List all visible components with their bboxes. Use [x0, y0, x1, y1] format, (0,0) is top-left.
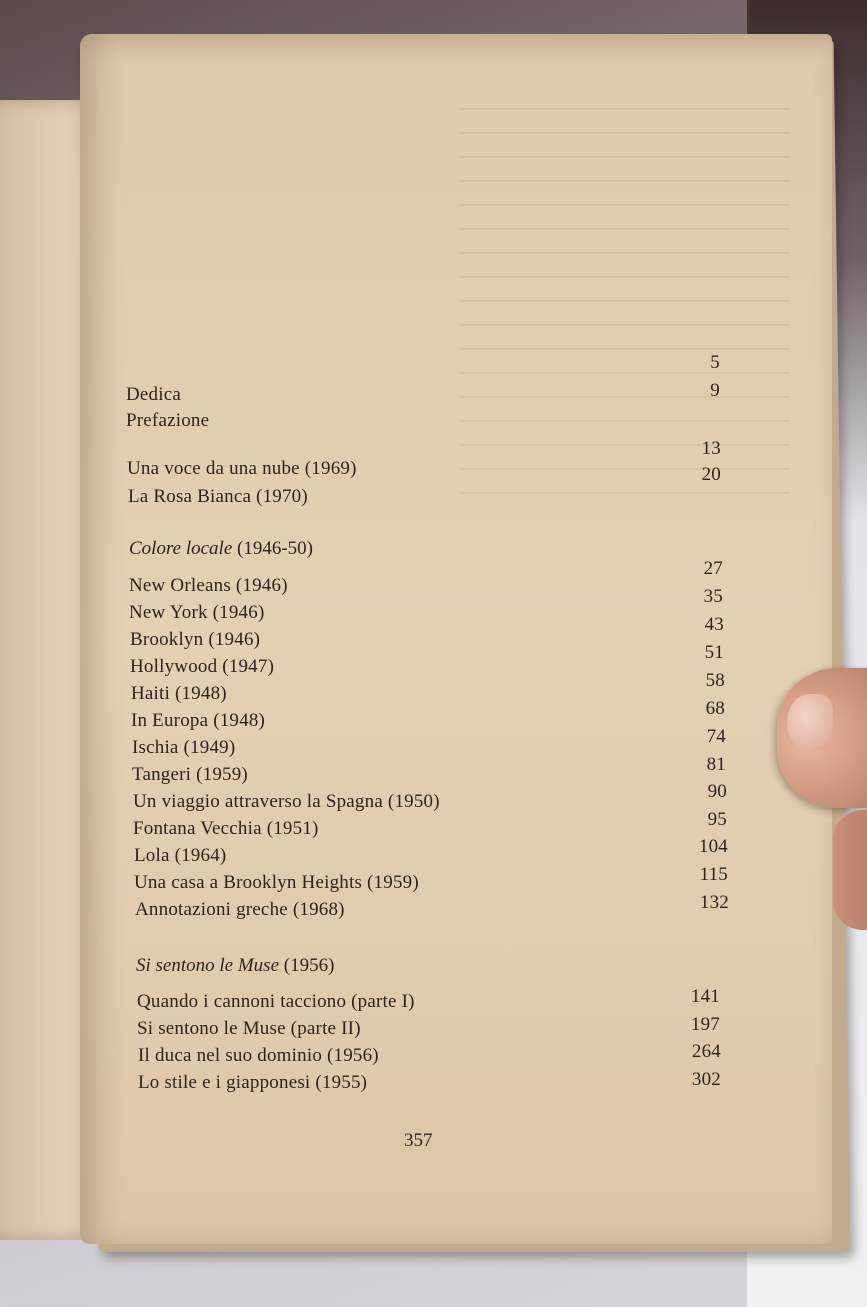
toc-page: 132 [699, 892, 729, 913]
toc-page-prefazione: 9 [710, 380, 720, 401]
toc-page: 264 [691, 1041, 721, 1062]
toc-title: Ischia (1949) [132, 737, 236, 758]
book-page [80, 34, 832, 1244]
toc-page: 90 [707, 781, 727, 802]
toc-title: New Orleans (1946) [129, 575, 288, 596]
toc-title: Haiti (1948) [131, 683, 227, 704]
section-heading-years: (1946-50) [232, 538, 313, 559]
holding-thumb [777, 668, 867, 808]
toc-title: Una casa a Brooklyn Heights (1959) [134, 872, 419, 893]
toc-page: 81 [706, 754, 726, 775]
toc-title: Tangeri (1959) [132, 764, 248, 785]
toc-page: 104 [698, 836, 728, 857]
toc-page: 197 [690, 1014, 720, 1035]
toc-title: Fontana Vecchia (1951) [133, 818, 319, 839]
toc-page: 35 [703, 586, 723, 607]
toc-title: Il duca nel suo dominio (1956) [138, 1045, 379, 1066]
toc-title-intro-1: Una voce da una nube (1969) [127, 458, 357, 479]
section-heading-si-sentono-le-muse [136, 955, 334, 977]
section-heading-colore-locale [129, 538, 313, 560]
toc-page: 58 [705, 670, 725, 691]
toc-page-intro-2: 20 [701, 464, 721, 485]
toc-title: Si sentono le Muse (parte II) [137, 1018, 361, 1039]
toc-page: 95 [707, 809, 727, 830]
toc-page: 51 [704, 642, 724, 663]
page-folio-number: 357 [404, 1130, 433, 1151]
toc-page: 302 [691, 1069, 721, 1090]
section-heading-italic: Colore locale [129, 538, 233, 559]
toc-page: 74 [706, 726, 726, 747]
toc-title: Quando i cannoni tacciono (parte I) [137, 991, 415, 1012]
section-heading-years: (1956) [279, 955, 335, 976]
holding-fingers [833, 810, 867, 930]
toc-page: 141 [690, 986, 720, 1007]
toc-title: In Europa (1948) [131, 710, 266, 731]
toc-title: Lola (1964) [134, 845, 227, 866]
toc-page: 27 [703, 558, 723, 579]
toc-page: 115 [699, 864, 728, 885]
toc-page-intro-1: 13 [701, 438, 721, 459]
toc-title: Un viaggio attraverso la Spagna (1950) [133, 791, 440, 812]
toc-title: Lo stile e i giapponesi (1955) [138, 1072, 368, 1093]
toc-page: 43 [704, 614, 724, 635]
toc-title: New York (1946) [129, 602, 265, 623]
toc-page: 68 [705, 698, 725, 719]
table-of-contents [80, 34, 832, 1244]
section-heading-italic: Si sentono le Muse [136, 955, 280, 976]
toc-page-dedica: 5 [710, 352, 720, 373]
toc-title: Annotazioni greche (1968) [135, 899, 345, 920]
toc-title: Brooklyn (1946) [130, 629, 261, 650]
thumbnail [787, 694, 833, 750]
toc-title-prefazione: Prefazione [126, 410, 210, 431]
toc-title-intro-2: La Rosa Bianca (1970) [128, 486, 308, 507]
toc-title: Hollywood (1947) [130, 656, 275, 677]
toc-title-dedica: Dedica [126, 384, 181, 405]
